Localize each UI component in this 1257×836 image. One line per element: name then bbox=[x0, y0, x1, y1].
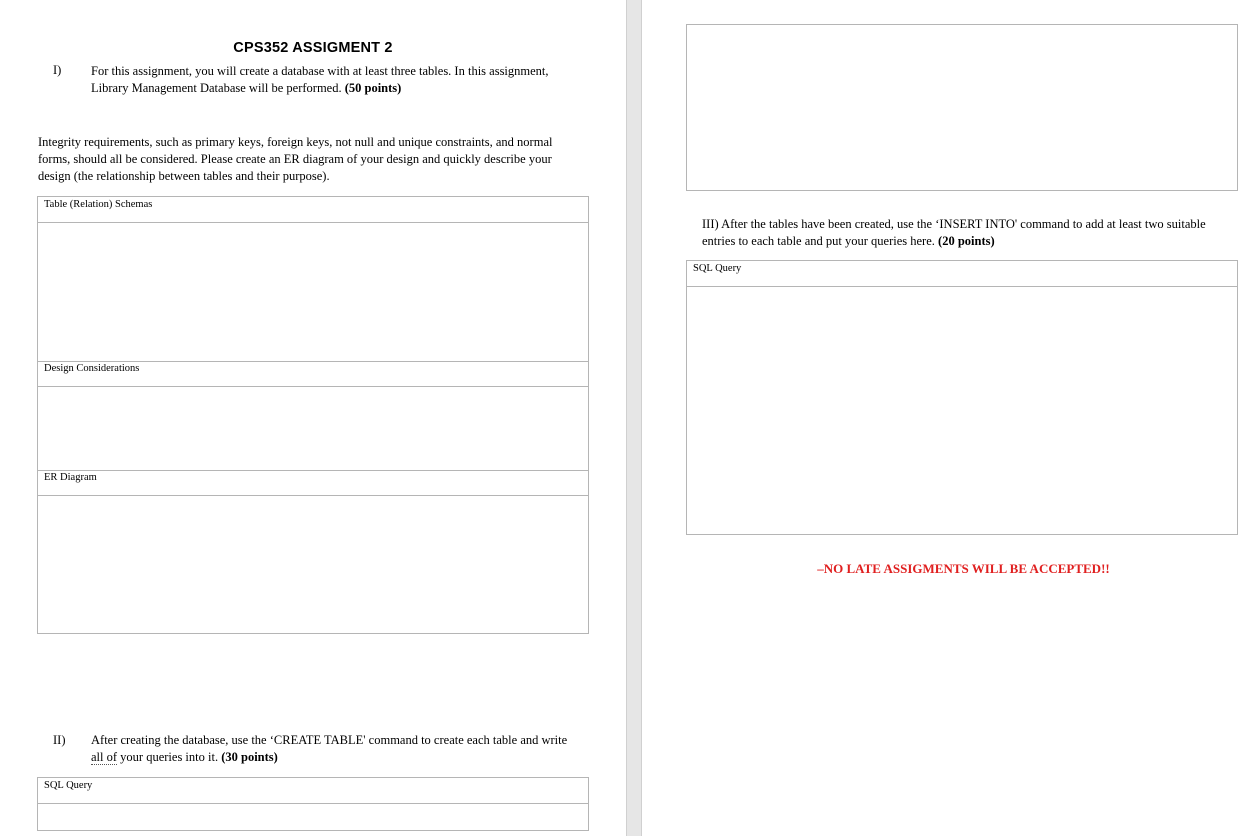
question-1-number: I) bbox=[53, 63, 62, 77]
question-1-line-1: For this assignment, you will create a database with at least three tables. In this assignment, bbox=[91, 64, 549, 78]
question-2-points: (30 points) bbox=[221, 750, 278, 764]
sql-query-table-right bbox=[686, 260, 1238, 535]
question-2-number: II) bbox=[53, 733, 66, 747]
table-divider bbox=[38, 222, 588, 223]
page-gutter bbox=[626, 0, 642, 836]
question-2-line-2 bbox=[91, 749, 611, 766]
question-2-line-1: After creating the database, use the ‘CREATE TABLE' command to create each table and write bbox=[91, 733, 568, 747]
sql-query-label-right: SQL Query bbox=[693, 263, 742, 274]
sql-query-table-left bbox=[37, 777, 589, 831]
integrity-line-3: design (the relationship between tables and their purpose). bbox=[38, 169, 330, 183]
document-page-left bbox=[0, 0, 626, 836]
question-1-points: (50 points) bbox=[344, 81, 402, 95]
question-3-line-1: III) After the tables have been created, use the ‘INSERT INTO' command to add at least two suitable bbox=[702, 217, 1206, 231]
document-page-right bbox=[642, 0, 1257, 836]
schemas-label: Table (Relation) Schemas bbox=[44, 199, 153, 210]
continued-sql-box bbox=[686, 24, 1238, 191]
er-diagram-label: ER Diagram bbox=[44, 472, 97, 483]
question-2-text bbox=[91, 732, 611, 766]
question-3-points: (20 points) bbox=[938, 234, 995, 248]
late-warning: –NO LATE ASSIGMENTS WILL BE ACCEPTED!! bbox=[817, 561, 1110, 576]
question-2-underlined: all of bbox=[91, 750, 118, 764]
table-divider bbox=[38, 361, 588, 362]
table-divider bbox=[38, 386, 588, 387]
integrity-line-2: forms, should all be considered. Please create an ER diagram of your design and quickly describe your bbox=[38, 152, 552, 166]
integrity-line-1: Integrity requirements, such as primary keys, foreign keys, not null and unique constraints, and normal bbox=[38, 135, 553, 149]
sql-query-label-left: SQL Query bbox=[44, 780, 93, 791]
table-divider bbox=[687, 286, 1237, 287]
design-considerations-label: Design Considerations bbox=[44, 363, 140, 374]
table-divider bbox=[38, 470, 588, 471]
question-3-line-2 bbox=[702, 233, 1242, 250]
question-3-text bbox=[702, 216, 1242, 250]
table-divider bbox=[38, 803, 588, 804]
integrity-paragraph bbox=[38, 134, 598, 185]
question-1-text bbox=[91, 63, 611, 97]
question-1-line-2 bbox=[91, 80, 611, 97]
question-2-line-2-rest: your queries into it. bbox=[117, 750, 222, 764]
question-1-line-2-text: Library Management Database will be performed. bbox=[91, 81, 345, 95]
design-table bbox=[37, 196, 589, 634]
table-divider bbox=[38, 495, 588, 496]
question-3-line-2-text: entries to each table and put your queries here. bbox=[702, 234, 939, 248]
document-title: CPS352 ASSIGMENT 2 bbox=[233, 40, 393, 56]
